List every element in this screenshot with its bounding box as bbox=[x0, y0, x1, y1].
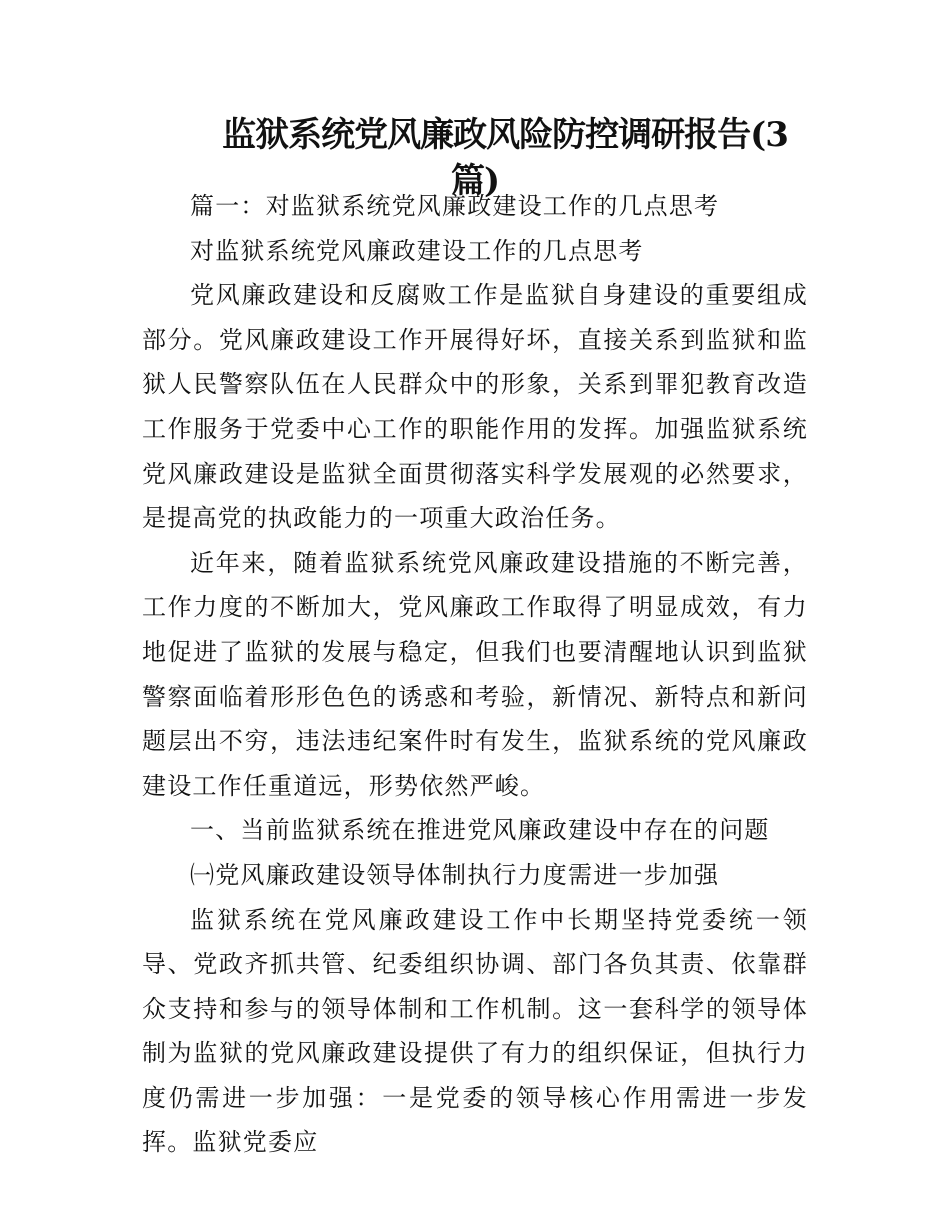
section-heading: 篇一：对监狱系统党风廉政建设工作的几点思考 bbox=[190, 192, 720, 220]
paragraph: 监狱系统在党风廉政建设工作中长期坚持党委统一领导、党政齐抓共管、纪委组织协调、部门各负其责、依靠群众支持和参与的领导体制和工作机制。这一套科学的领导体制为监狱的党风廉政建设提供了有力的组织保证，但执行力度仍需进一步加强：一是党委的领导核心作用需进一步发挥。监狱党委应 bbox=[142, 905, 808, 1157]
subsection-heading: ㈠党风廉政建设领导体制执行力度需进一步加强 bbox=[190, 860, 720, 889]
paragraph: 党风廉政建设和反腐败工作是监狱自身建设的重要组成部分。党风廉政建设工作开展得好坏，直接关系到监狱和监狱人民警察队伍在人民群众中的形象，关系到罪犯教育改造工作服务于党委中心工作的职能作用的发挥。加强监狱系统党风廉政建设是监狱全面贯彻落实科学发展观的必然要求，是提高党的执政能力的一项重大政治任务。 bbox=[142, 281, 808, 533]
title-line-1: 监狱系统党风廉政风险防控调研报告(3 bbox=[222, 115, 788, 155]
paragraph: 近年来，随着监狱系统党风廉政建设措施的不断完善，工作力度的不断加大，党风廉政工作取得了明显成效，有力地促进了监狱的发展与稳定，但我们也要清醒地认识到监狱警察面临着形形色色的诱惑和考验，新情况、新特点和新问题层出不穷，违法违纪案件时有发生，监狱系统的党风廉政建设工作任重道远，形势依然严峻。 bbox=[142, 548, 808, 800]
title-line-2: 篇) bbox=[450, 161, 500, 201]
section-heading: 一、当前监狱系统在推进党风廉政建设中存在的问题 bbox=[190, 816, 770, 845]
article-subtitle: 对监狱系统党风廉政建设工作的几点思考 bbox=[190, 236, 644, 265]
document-body bbox=[142, 184, 808, 1165]
